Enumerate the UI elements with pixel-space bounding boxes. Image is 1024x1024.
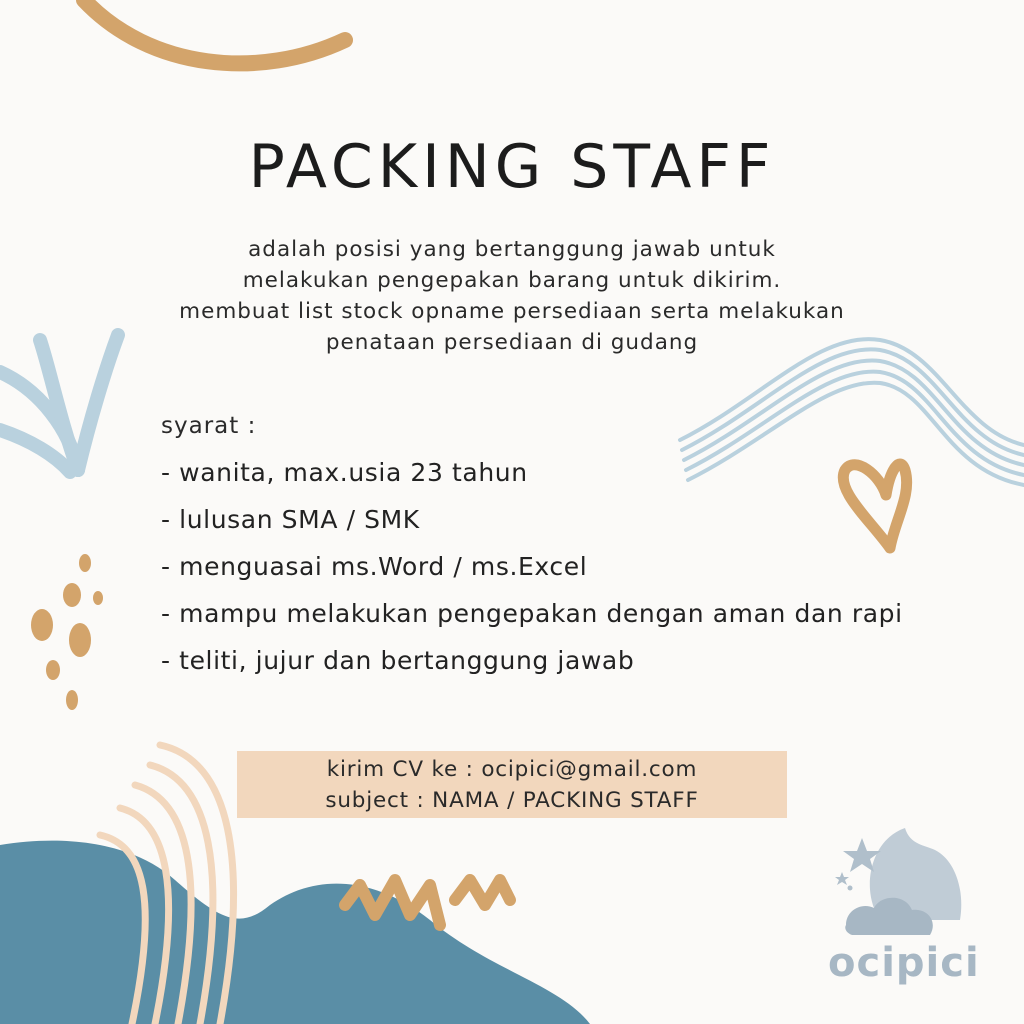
requirement-item: - mampu melakukan pengepakan dengan aman dan rapi	[161, 599, 903, 628]
brand-logo-text: ocipici	[828, 940, 980, 986]
requirement-item: - wanita, max.usia 23 tahun	[161, 458, 528, 487]
description-line: adalah posisi yang bertanggung jawab untuk	[248, 237, 776, 262]
moon-star-cloud-logo-icon	[835, 828, 961, 935]
description-line: melakukan pengepakan barang untuk dikirim.	[242, 268, 782, 293]
requirements-list	[161, 455, 903, 690]
description-line: membuat list stock opname persediaan serta melakukan	[179, 299, 845, 324]
requirement-item: - lulusan SMA / SMK	[161, 505, 420, 534]
job-description	[112, 234, 912, 358]
contact-subject-line: subject : NAMA / PACKING STAFF	[325, 788, 699, 813]
requirements-heading: syarat :	[161, 413, 257, 439]
contact-email-line: kirim CV ke : ocipici@gmail.com	[326, 757, 698, 782]
contact-box	[237, 751, 787, 818]
requirement-item: - teliti, jujur dan bertanggung jawab	[161, 646, 635, 675]
teal-hills-shape	[0, 841, 590, 1024]
tan-dots-shape	[31, 554, 103, 710]
description-line: penataan persediaan di gudang	[325, 330, 699, 355]
requirement-item: - menguasai ms.Word / ms.Excel	[161, 552, 588, 581]
page-title: PACKING STAFF	[248, 132, 776, 202]
tan-arc-shape	[84, 0, 345, 63]
blue-leaf-shape	[0, 335, 118, 472]
